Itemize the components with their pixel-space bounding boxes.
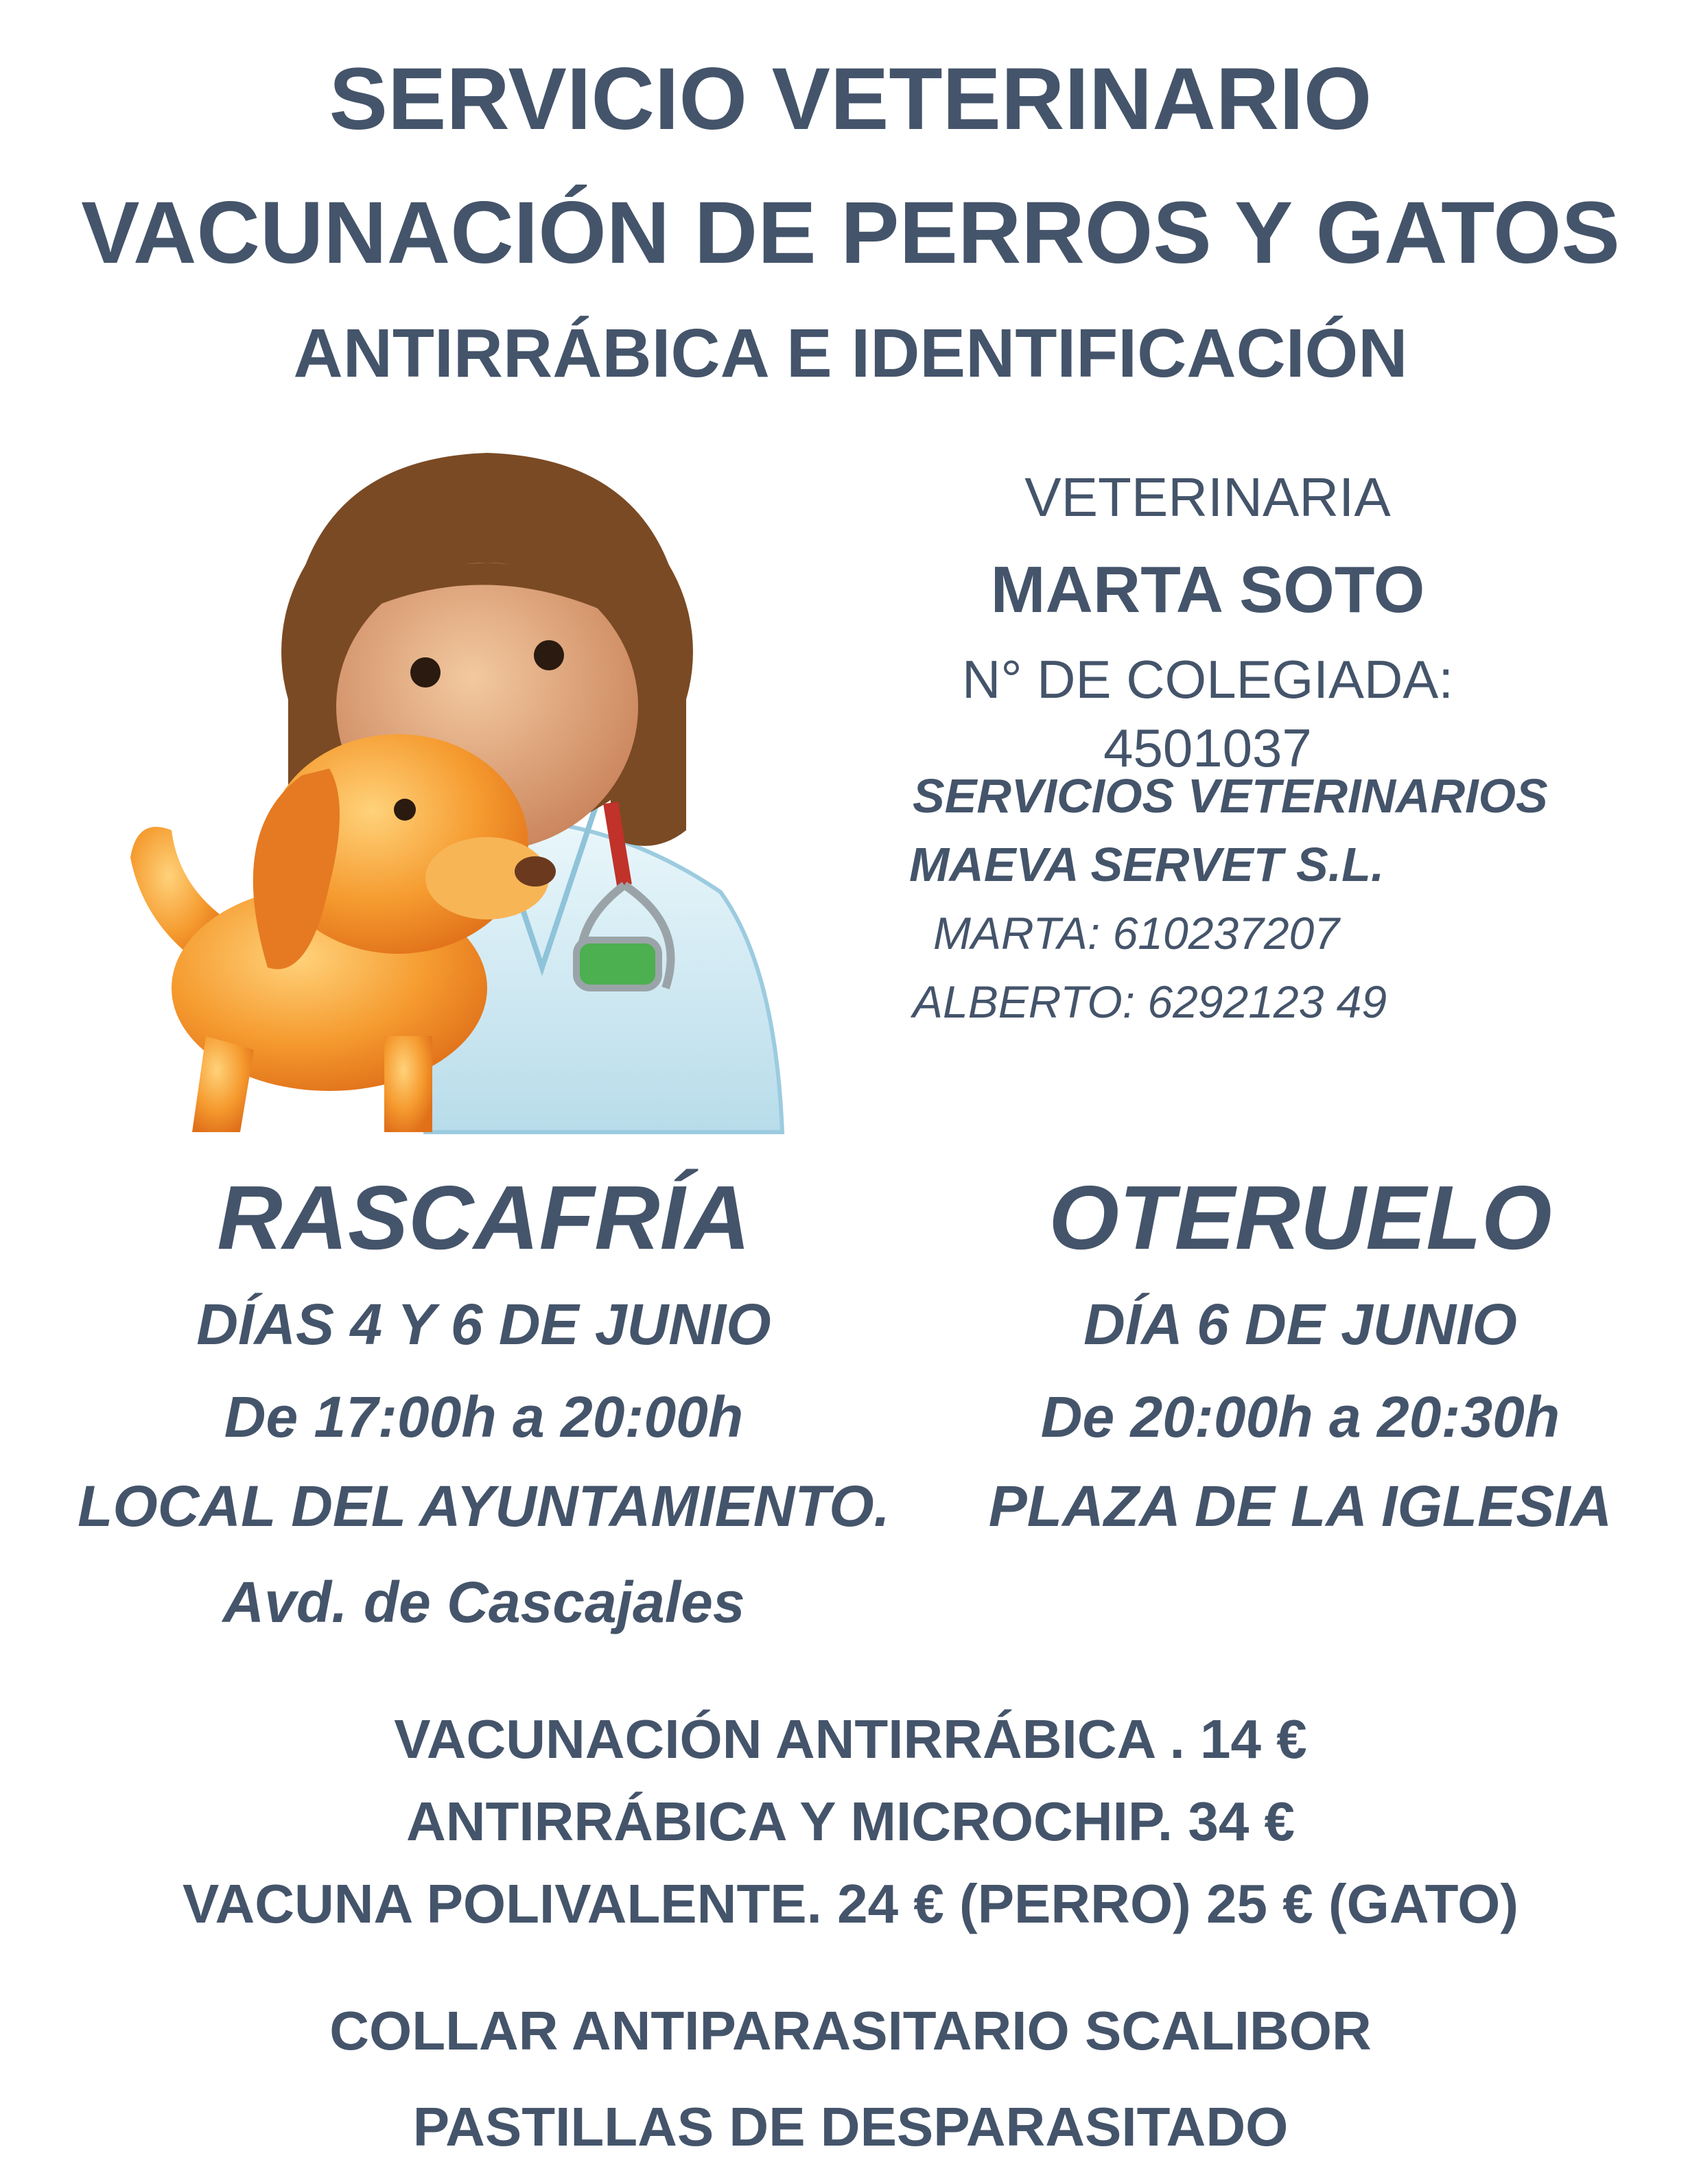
veterinarian-with-dog-icon [103,446,789,1146]
location-place: PLAZA DE LA IGLESIA [988,1474,1612,1538]
town-name: OTERUELO [1048,1167,1552,1268]
title-line-2: VACUNACIÓN DE PERROS Y GATOS [81,184,1620,282]
location-address: Avd. de Cascajales [222,1570,745,1634]
price-antirabies-microchip: ANTIRRÁBICA Y MICROCHIP. 34 € [406,1791,1295,1852]
vet-name: MARTA SOTO [990,553,1425,626]
company-line-2: MAEVA SERVET S.L. [909,838,1385,891]
vet-role: VETERINARIA [1024,467,1391,528]
location-days: DÍAS 4 Y 6 DE JUNIO [196,1292,771,1357]
phone-marta: MARTA: 610237207 [933,908,1339,959]
price-antirabies: VACUNACIÓN ANTIRRÁBICA . 14 € [394,1709,1307,1770]
location-hours: De 20:00h a 20:30h [1040,1385,1560,1449]
location-place: LOCAL DEL AYUNTAMIENTO. [78,1474,890,1538]
location-days: DÍA 6 DE JUNIO [1083,1292,1517,1357]
extra-collar: COLLAR ANTIPARASITARIO SCALIBOR [329,2000,1372,2061]
location-hours: De 17:00h a 20:00h [224,1385,744,1449]
vet-registration: N° DE COLEGIADA: 4501037 [961,649,1453,778]
title-line-1: SERVICIO VETERINARIO [329,50,1372,148]
price-polyvalent: VACUNA POLIVALENTE. 24 € (PERRO) 25 € (GATO) [183,1873,1518,1934]
town-name: RASCAFRÍA [217,1167,751,1268]
extra-pills: PASTILLAS DE DESPARASITADO [412,2096,1289,2157]
phone-alberto: ALBERTO: 6292123 49 [913,976,1387,1027]
company-line-1: SERVICIOS VETERINARIOS [913,769,1548,823]
subtitle: ANTIRRÁBICA E IDENTIFICACIÓN [293,315,1408,392]
